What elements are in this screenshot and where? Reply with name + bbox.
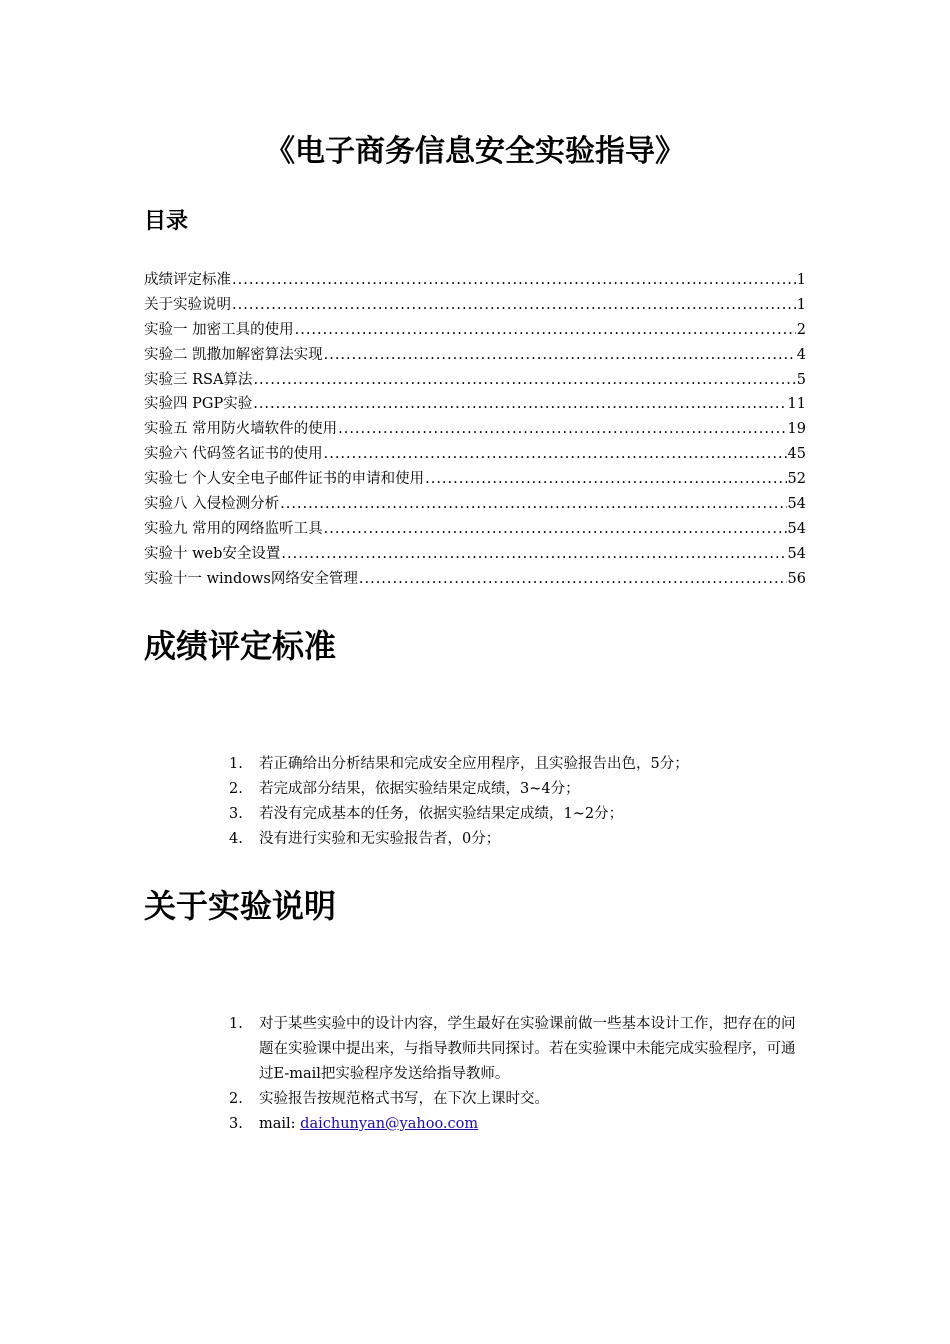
list-number: 4. (229, 830, 243, 847)
toc-entry-page: 52 (787, 471, 806, 488)
toc-entry-label: 实验二 凯撒加解密算法实现 (144, 346, 323, 363)
mail-label: mail: (259, 1115, 301, 1132)
about-heading: 关于实验说明 (144, 887, 337, 925)
list-number: 3. (229, 1115, 243, 1132)
toc-entry-label: 实验一 加密工具的使用 (144, 321, 294, 338)
toc-heading: 目录 (144, 209, 189, 234)
toc-leader-dots (324, 517, 787, 542)
list-item (229, 1087, 809, 1112)
toc-leader-dots (280, 492, 786, 517)
toc-entry-label: 实验三 RSA算法 (144, 371, 253, 388)
toc-entry[interactable] (144, 392, 806, 417)
toc-entry[interactable] (144, 567, 806, 592)
toc-entry[interactable] (144, 268, 806, 293)
toc-entry[interactable] (144, 343, 806, 368)
toc-entry-label: 成绩评定标准 (144, 272, 231, 288)
toc-entry-page: 1 (796, 272, 806, 288)
about-list (229, 1012, 809, 1137)
toc-entry[interactable] (144, 318, 806, 343)
list-number: 1. (229, 1016, 243, 1032)
toc-entry-label: 实验四 PGP实验 (144, 396, 253, 413)
list-item-text: 没有进行实验和无实验报告者，0分； (259, 830, 501, 847)
toc-leader-dots (232, 268, 796, 293)
toc-entry-page: 54 (787, 496, 806, 513)
list-number: 1. (229, 756, 243, 772)
toc-entry-page: 56 (787, 570, 806, 587)
toc-entry[interactable] (144, 442, 806, 467)
toc-leader-dots (281, 542, 786, 567)
toc-entry-label: 实验六 代码签名证书的使用 (144, 446, 323, 463)
toc-entry[interactable] (144, 492, 806, 517)
toc-entry[interactable] (144, 542, 806, 567)
toc-entry[interactable] (144, 517, 806, 542)
mail-link[interactable]: daichunyan@yahoo.com (300, 1115, 479, 1132)
toc-entry-page: 1 (796, 296, 806, 313)
toc-leader-dots (359, 567, 787, 592)
toc-leader-dots (232, 293, 796, 318)
grading-list (229, 752, 809, 852)
toc-entry-label: 关于实验说明 (144, 296, 231, 313)
list-item-text: 实验报告按规范格式书写，在下次上课时交。 (259, 1090, 549, 1107)
toc-entry-label: 实验五 常用防火墙软件的使用 (144, 421, 338, 438)
toc-entry-label: 实验七 个人安全电子邮件证书的申请和使用 (144, 471, 425, 488)
list-item (229, 777, 809, 802)
list-number: 2. (229, 780, 243, 797)
toc-entry-label: 实验十一 windows网络安全管理 (144, 570, 358, 587)
list-number: 3. (229, 805, 243, 822)
toc-entry[interactable] (144, 467, 806, 492)
toc-entry-label: 实验八 入侵检测分析 (144, 496, 280, 513)
list-item-text: 若完成部分结果，依据实验结果定成绩，3~4分； (259, 780, 580, 797)
toc-leader-dots (295, 318, 796, 343)
mail-line (259, 1112, 809, 1137)
toc-entry[interactable] (144, 417, 806, 442)
toc-entry-page: 2 (796, 321, 806, 338)
list-item (229, 1012, 809, 1087)
toc-leader-dots (253, 368, 795, 393)
toc-entry-page: 45 (787, 446, 806, 463)
toc-entry-page: 11 (787, 396, 806, 413)
list-item (229, 752, 809, 777)
toc-entry[interactable] (144, 368, 806, 393)
list-number: 2. (229, 1090, 243, 1107)
toc-entry-page: 54 (787, 545, 806, 562)
toc-leader-dots (338, 417, 786, 442)
toc-entry-page: 4 (796, 346, 806, 363)
list-item (229, 1112, 809, 1137)
toc-entry-label: 实验十 web安全设置 (144, 545, 281, 562)
list-item (229, 802, 809, 827)
list-item (229, 827, 809, 852)
toc-leader-dots (253, 392, 786, 417)
toc-entry[interactable] (144, 293, 806, 318)
document-title: 《电子商务信息安全实验指导》 (265, 134, 685, 169)
toc-leader-dots (324, 343, 796, 368)
list-item-text: 对于某些实验中的设计内容，学生最好在实验课前做一些基本设计工作，把存在的问题在实验课中提出来，与指导教师共同探讨。若在实验课中未能完成实验程序，可通过E-mail把实验程序发送给指导教师。 (259, 1016, 796, 1082)
toc-entry-page: 5 (796, 371, 806, 388)
list-item-text: 若正确给出分析结果和完成安全应用程序，且实验报告出色，5分； (259, 756, 689, 772)
toc-leader-dots (425, 467, 786, 492)
table-of-contents (144, 268, 806, 592)
toc-leader-dots (324, 442, 787, 467)
grading-heading: 成绩评定标准 (144, 627, 337, 665)
list-item-text: 若没有完成基本的任务，依据实验结果定成绩，1~2分； (259, 805, 624, 822)
toc-entry-label: 实验九 常用的网络监听工具 (144, 520, 323, 537)
toc-entry-page: 54 (787, 520, 806, 537)
toc-entry-page: 19 (787, 421, 806, 438)
